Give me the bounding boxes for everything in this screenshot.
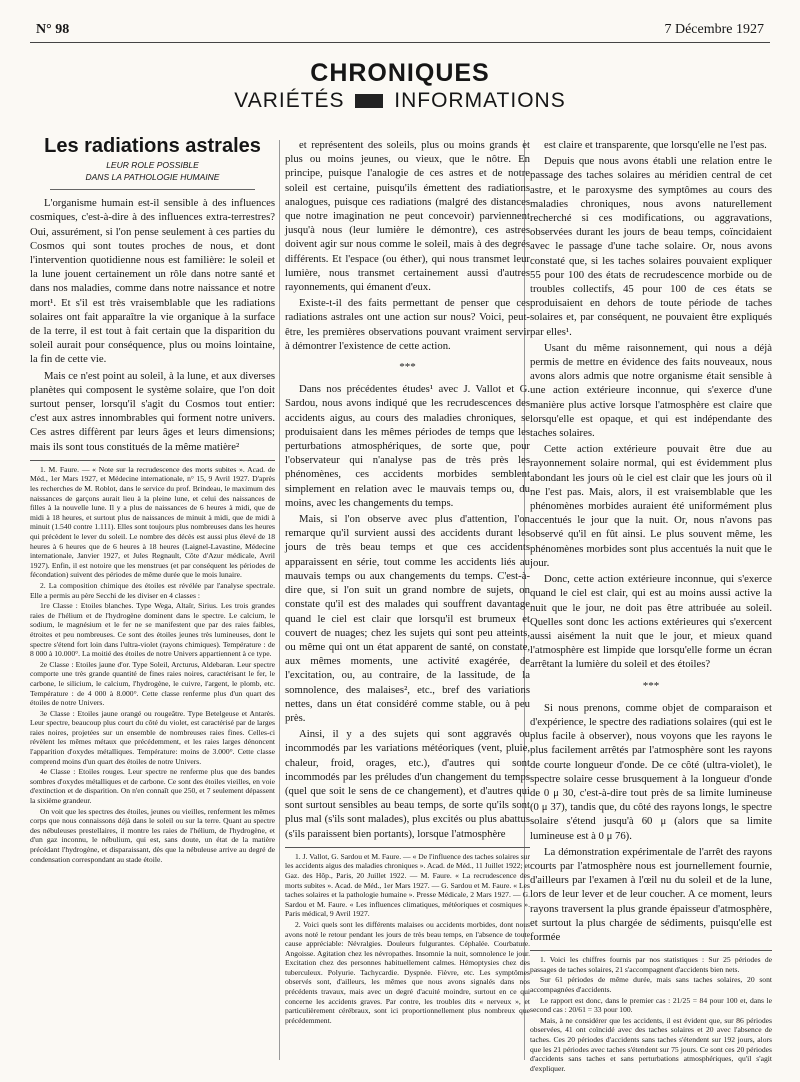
column-1-body — [30, 196, 275, 454]
paragraph: Dans nos précédentes études¹ avec J. Vallot et G. Sardou, nous avons indiqué que les recrudescences des accidents aigus, au cours des maladies chroniques, se produisaient dans les mêmes périodes de temps que les perturbations atmosphériques, de sorte que, pour l'observateur qui n'analyse pas de très près les phénomènes, ces accidents morbides semblent simplement en relation avec le mauvais temps ou, du moins, avec les changements du temps. — [285, 383, 530, 509]
column-3 — [530, 138, 772, 1074]
page-header — [30, 22, 770, 43]
paragraph: Ainsi, il y a des sujets qui sont aggravés ou incommodés par les variations météoriques (vent, pluie, chaleur, froid, orages, etc.), d'autres qui sont incommodés par les préludes d'un changement du temps (quel que soit le sens de ce changement), et d'autres qui sont surtout sensibles au beau temps, de sorte qu'ils sont plus mal (s'ils sont malades), plus excités ou plus abattus (s'ils paraissent bien portants), lorsque l'atmosphère — [285, 728, 530, 840]
column-1-footnotes — [30, 460, 275, 864]
article-subtitle-1: LEUR ROLE POSSIBLE — [106, 160, 199, 171]
paragraph: Donc, cette action extérieure inconnue, qui s'exerce quand le ciel est clair, qui est au moins aussi active la nuit que le jour, ne doit pas être attribuée au soleil. Quelles sont donc les actions extérieures qui s'exercent aussi aisément la nuit que le jour, et mieux quand l'atmosphère est limpide que lorsqu'elle forme un écran arrêtant la lumière du soleil et des étoiles? — [530, 573, 772, 671]
footnote: Sur 61 périodes de même durée, mais sans taches solaires, 20 sont accompagnées d'accidents. — [530, 975, 772, 994]
footnote: Mais, à ne considérer que les accidents, il est évident que, sur 86 périodes observées, 41 ont coïncidé avec des taches solaires et 20 avec l'absence de taches. Ces 20 périodes d'accidents sans taches s'étendent sur 192 jours, alors que les 21 périodes avec taches s'étendent sur 75 jours. Ce sont ces 20 périodes d'accidents sans taches et sans perturbations atmosphériques, qu'il s'agit d'expliquer. — [530, 1015, 772, 1073]
issue-number: N° 98 — [36, 22, 70, 37]
paragraph: est claire et transparente, que lorsqu'elle ne l'est pas. — [544, 139, 767, 151]
paragraph: Depuis que nous avons établi une relation entre le passage des taches solaires au méridien central de cet astre, et le paroxysme des symptômes au cours des maladies chroniques, nous avons naturellement recherché si ces modifications, ou aggravations, observées durant les jours de beau temps, coïncidaient avec le passage d'une tache solaire. Or, nous avons constaté que, si les taches solaires pouvaient expliquer 55 pour 100 des états de recrudescence morbide ou de troubles collectifs, 45 pour 100 de ces états se produisaient en dehors de toute période de taches solaires et, par conséquent, ne pouvaient être expliqués par elles¹. — [530, 155, 772, 338]
footnote: 1. Voici les chiffres fournis par nos statistiques : Sur 25 périodes de passages de taches solaires, 21 s'accompagnent d'accidents bien nets. — [530, 955, 772, 974]
footnote: On voit que les spectres des étoiles, jeunes ou vieilles, renferment les mêmes corps que nous connaissons déjà dans le soleil ou sur la terre. Quant au spectre des nébuleuses prestellaires, il montre les raies de l'hélium, de l'hydrogène, et d'un gaz inconnu, le nébulium, qui est, sans doute, un état de la matière précédant l'hydrogène, et disparaissant, dès que la nébuleuse arrive au degré de condensation correspondant au stade étoile. — [30, 806, 275, 864]
paragraph: Mais ce n'est point au soleil, à la lune, et aux diverses planètes qui composent le système solaire, que l'on doit surtout penser, lorsqu'il s'agit du Cosmos tout entier: c'est aux astres innombrables qui forment notre univers. Ces astres diffèrent par leurs âges et leurs dimensions; mais ils sont tous constitués de la même matière² — [30, 369, 275, 453]
paragraph: La démonstration expérimentale de l'arrêt des rayons courts par l'atmosphère nous est journellement fournie, d'ailleurs par l'examen à l'œil nu du soleil et de la lune, lors de leur lever et de leur coucher. A ce moment, leurs rayons traversent la plus grande épaisseur d'atmosphère, et surtout la plus chargée de sédiments, puisqu'elle est formée — [530, 845, 772, 943]
article-title: Les radiations astrales — [44, 135, 261, 157]
column-1 — [30, 135, 275, 865]
section-stars: *** — [642, 679, 660, 692]
masthead-informations: INFORMATIONS — [394, 89, 566, 112]
article-subtitle-2: DANS LA PATHOLOGIE HUMAINE — [85, 172, 220, 183]
footnote: 1. M. Faure. — « Note sur la recrudescence des morts subites ». Acad. de Méd., 1er Mars 1927, et Médecine internationale, n° 15, 9 Avril 1927. D'après les recherches de M. Roblot, dans le service du prof. Brindeau, le maximum des naissances de garçons aurait lieu à la pleine lune, et celui des naissances de filles à la nouvelle lune. Il y a plus de naissances de 6 heures à midi, que de midi à 18 heures, et surtout plus de naissances de minuit à midi, que de midi à minuit (1.540 contre 1.111). Elles sont toujours plus nombreuses dans les heures qui précèdent le lever du soleil. Le nombre des décès est aussi plus élevé de 18 heures à 6 heures que de 6 heures à 18 heures (Laignel-Lavastine, Médecine internationale, Janvier 1927, et Jules Regnault, Côte d'Azur médicale, Avril 1927). Enfin, il est notoire que les menstrues (et par conséquent les périodes de fécondation) suivent des périodes de même durée que le mois lunaire. — [30, 464, 275, 580]
paragraph: Si nous prenons, comme objet de comparaison et d'expérience, le spectre des radiations solaires (qui est le plus facile à observer), nous voyons que les rayons le plus facilement arrêtés par l'atmosphère sont les rayons de courte longueur d'onde. De ce côté (ultra-violet), le spectre solaire cesse brusquement à la longueur d'onde de 0 μ 30, c'est-à-dire tout près de sa limite lumineuse (0 μ 37), tandis que, du côté des rayons longs, le spectre solaire s'étend jusqu'à 60 μ (alors que sa limite lumineuse est à 0 μ 76). — [530, 701, 772, 842]
ornament-icon — [355, 94, 383, 108]
issue-date: 7 Décembre 1927 — [664, 22, 764, 37]
footnote: Le rapport est donc, dans le premier cas : 21/25 = 84 pour 100 et, dans le second cas : 20/61 = 33 pour 100. — [530, 995, 772, 1015]
footnote: 1re Classe : Etoiles blanches. Type Wega, Altaïr, Sirius. Les trois grandes raies de l'hélium et de l'hydrogène dominent dans le spectre. Le calcium, le sodium, le magnésium et le fer ne se manifestent que par des raies faibles, étroites et peu nombreuses. Ce sont des étoiles jeunes très lumineuses, dont le spectre s'étend fort loin dans l'ultra-violet (rayons chimiques). Température : de 8 000 à 10.000°. La moitié des étoiles de notre Univers appartiennent à ce type. — [30, 601, 275, 659]
paragraph: Existe-t-il des faits permettant de penser que ces radiations astrales ont une action sur nous? Voici, peut-être, les premières observations pouvant vraiment servir à démontrer l'existence de cette action. — [285, 297, 530, 352]
column-2-footnotes — [285, 847, 530, 1026]
masthead-varietes: VARIÉTÉS — [234, 89, 345, 112]
paragraph: L'organisme humain est-il sensible à des influences cosmiques, c'est-à-dire à des influences extra-terrestres? Oui, assurément, si l'on pense seulement à ces parties du Cosmos qui sont toutes proches de nous, et dont l'intervention quotidienne nous est familière: le soleil et la lune jouent certainement un rôle dans notre santé et dans nos maladies, comme dans notre naissance et notre mort¹. Et s'il est très vraisemblable que les radiations solaires ont fait apparaître la vie organique à la surface de la terre, il est tout à fait certain que la disparition du soleil aurait pour conséquence, plus ou moins lointaine, la fin de cette vie. — [30, 197, 275, 366]
footnote: 2e Classe : Etoiles jaune d'or. Type Soleil, Arcturus, Aldebaran. Leur spectre comporte une très grande quantité de fines raies noires, caractérisant le fer, le carbone, le silicium, le calcium, l'hydrogène, le cuivre, l'argent, le plomb, etc. Température : de 4 000 à 8.000°. Cette classe renferme plus d'un quart des étoiles de notre Univers. — [30, 659, 275, 708]
footnote: 2. La composition chimique des étoiles est révélée par l'analyse spectrale. Elle a permis au père Secchi de les diviser en 4 classes : — [30, 580, 275, 600]
paragraph: et représentent des soleils, plus ou moins grands et plus ou moins jeunes, ou vieux, que le nôtre. En principe, puisque l'analogie de ces astres et de notre soleil est certaine, puisqu'ils émettent des radiations analogues, puisque ces radiations (malgré des distances que notre imagination ne peut concevoir) parviennent jusqu'à nous (leur lumière le démontre), ces astres doivent agir sur nous comme le soleil, mais à des degrés différents. Et l'espace (ou éther), qui nous transmet leur lumière, nous transmet certainement aussi d'autres rayonnements, qui émanent d'eux. — [285, 139, 530, 294]
masthead — [0, 58, 800, 114]
masthead-chroniques: CHRONIQUES — [310, 59, 490, 87]
masthead-line2 — [0, 88, 800, 114]
section-stars: *** — [399, 361, 416, 374]
title-rule — [50, 189, 255, 190]
column-3-body — [530, 138, 772, 944]
paragraph: Mais, si l'on observe avec plus d'attention, l'on remarque qu'il survient aussi des accidents durant les jours de très beau temps et que ces accidents apparaissent en série, tout comme les accidents liés au mauvais temps ou aux changements du temps. C'est-à-dire que, si l'on suit un grand nombre de sujets, on constate qu'il est des malades qui souffrent davantage quand le ciel est clair que lorsqu'il est brumeux et couvert de nuages; chez les sujets qui sont peu atteints, ou même qui ont un état apparent de santé, on constate, aux mêmes moments, une activité exagérée, de l'excitation, ou, au contraire, de la lassitude, de la somnolence, des malaises², etc., bref des variations nettes, dans un état considéré comme stable, ou à peu près. — [285, 513, 530, 724]
paragraph: Usant du même raisonnement, qui nous a déjà permis de mettre en évidence des faits nouveaux, nous avons alors admis que notre organisme était sensible à une action extérieure inconnue, qui s'exerce d'une manière plus active lorsque l'atmosphère est claire que lorsqu'elle est opaque, et qui est indépendante des taches solaires. — [530, 341, 772, 440]
footnote: 2. Voici quels sont les différents malaises ou accidents morbides, dont nous avons noté le retour pendant les jours de très beau temps, en l'absence de toute cause appréciable: Névralgies. Douleurs fulgurantes. Céphalée. Courbature. Angoisse. Agitation chez les névropathes. Insomnie la nuit, somnolence le jour. Excitation chez des personnes habituellement calmes. Hémoptysies chez des tuberculeux. Polyurie. Tachycardie. Dyspnée. Fièvre, etc. Les symptômes observés sont, d'ailleurs, les mêmes que nous avons signalés dans nos précédents travaux, mais avec un degré d'acuité moindre, surtout en ce qui concerne les accidents graves. Par contre, les troubles dits « nerveux », et particulièrement cérébraux, sont ici proportionnellement plus nombreux que précédemment. — [285, 919, 530, 1025]
paragraph: Cette action extérieure pouvait être due au rayonnement solaire normal, qui est évidemment plus abondant les jours où le ciel est clair que les jours où il ne l'est pas. Mais, alors, il est vraisemblable que les phénomènes morbides auraient été uniformément plus accentués le jour que la nuit. Or, nous n'avons pas observé qu'il en fût ainsi. Le plus souvent même, les phénomènes morbides sont plus accentués la nuit que le jour. — [530, 443, 772, 569]
column-divider — [279, 140, 280, 1060]
footnote: 3e Classe : Etoiles jaune orangé ou rougeâtre. Type Betelgeuse et Antarès. Leur spectre, beaucoup plus court du côté du violet, est caractérisé par de larges raies noires, projetées sur un ensemble de nombreuses raies fines. Celles-ci révèlent les mêmes métaux que précédemment, et les raies larges dénoncent l'apparition d'oxydes métalliques. Température: moins de 3.000°. Cette classe comprend moins d'un quart des étoiles de notre Univers. — [30, 708, 275, 766]
column-2 — [285, 138, 530, 1026]
column-3-footnotes — [530, 950, 772, 1073]
footnote: 4e Classe : Etoiles rouges. Leur spectre ne renferme plus que des bandes sombres d'oxydes métalliques et de carbone. Ce sont des étoiles vieilles, en voie d'extinction et de disparition. On n'en connaît que 250, et 7 seulement dépassent la sixième grandeur. — [30, 767, 275, 806]
column-2-body — [285, 138, 530, 841]
footnote: 1. J. Vallot, G. Sardou et M. Faure. — « De l'influence des taches solaires sur les accidents aigus des maladies chroniques ». Acad. de Méd., 11 Juillet 1922; et Gaz. des Hôp., Paris, 20 Juillet 1922. — M. Faure. « La recrudescence des morts subites ». Acad. de Méd., 1er Mars 1927. — G. Sardou et M. Faure. « Les taches solaires et la pathologie humaine ». Presse Médicale, 2 Mars 1927. — G. Sardou et M. Faure. « Les influences climatiques, météoriques et cosmiques ». Paris médical, 9 Avril 1927. — [285, 851, 530, 919]
